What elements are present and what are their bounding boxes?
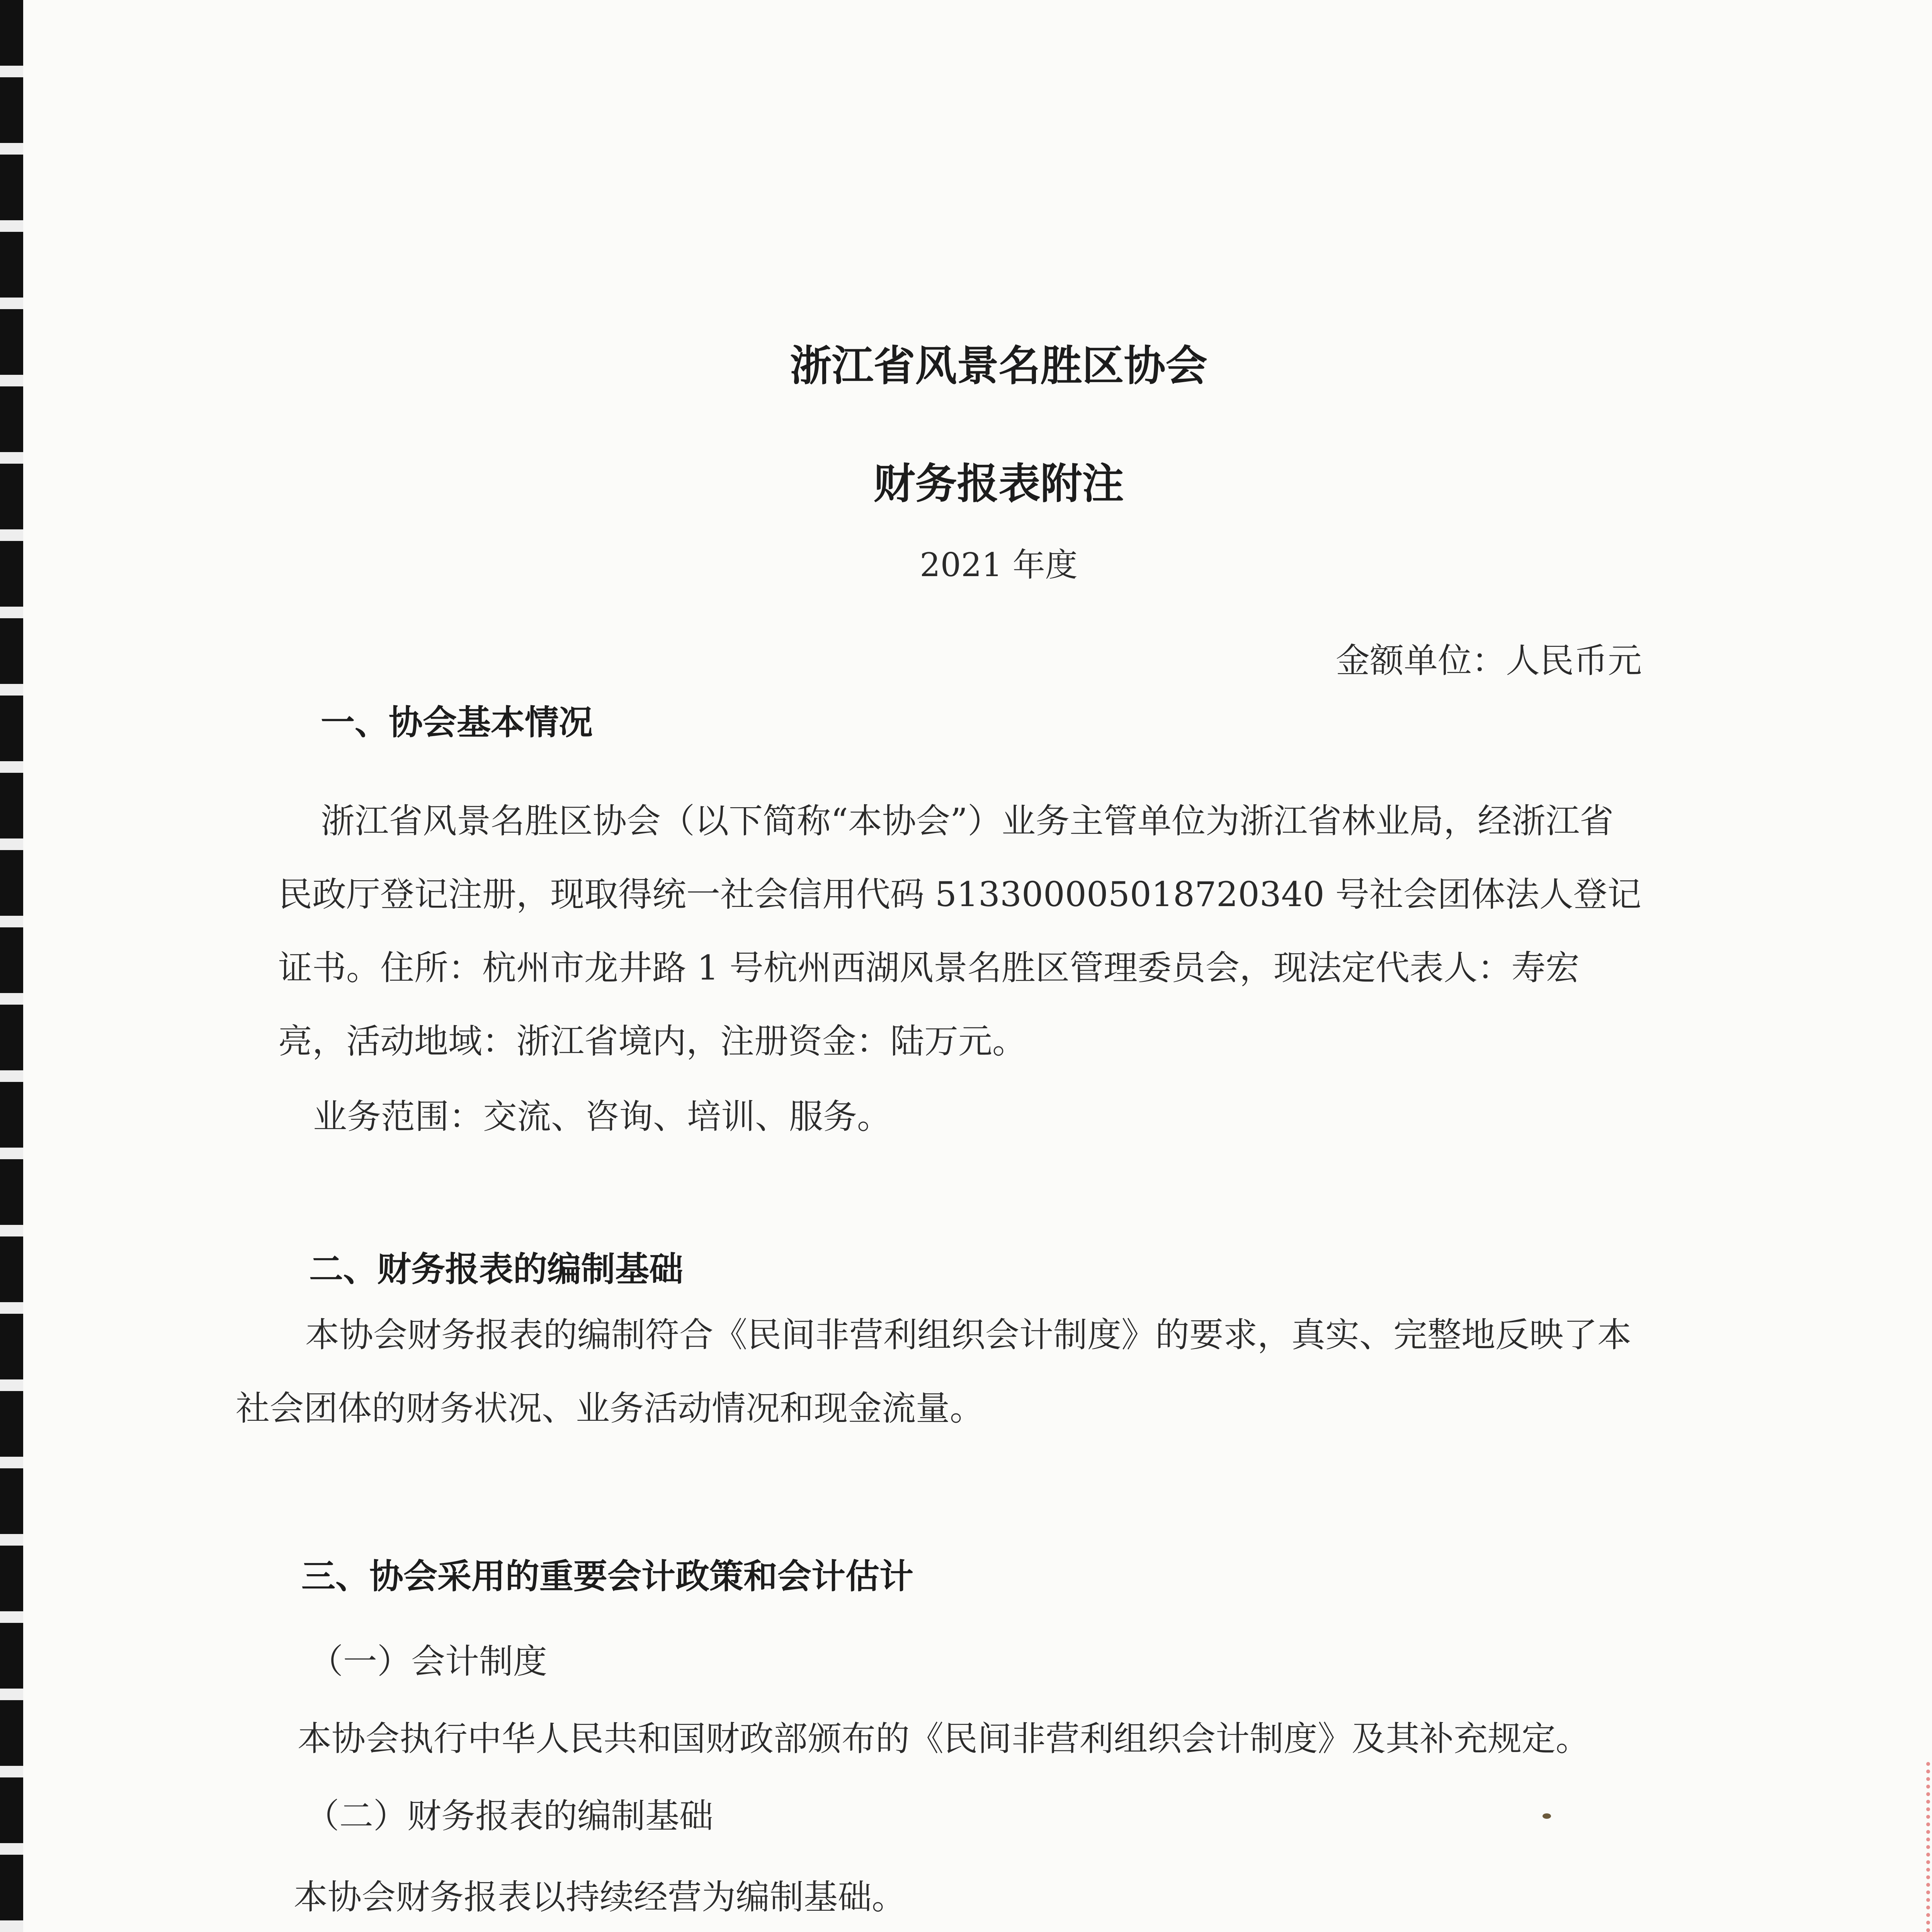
currency-unit: 金额单位：人民币元 — [1335, 641, 1642, 680]
section-2-heading: 二、财务报表的编制基础 — [309, 1249, 684, 1289]
section-3-heading: 三、协会采用的重要会计政策和会计估计 — [301, 1556, 914, 1596]
report-year: 2021 年度 — [920, 546, 1078, 584]
section-1-paragraph: 浙江省风景名胜区协会（以下简称“本协会”）业务主管单位为浙江省林业局，经浙江省民政厅登记注册，现取得统一社会信用代码 51330000501872034​0 号社会团体法人登记证书。住所：杭州市龙井路 1 号杭州西湖风景名胜区管理委员会，现法定代表人：寿宏亮，活动地域：浙江省境内，注册资金：陆万元。 — [278, 801, 1641, 1061]
scan-speck — [1543, 1813, 1551, 1819]
binding-holes — [0, 0, 23, 1932]
policy-text: 本协会财务报表以持续经营为编制基础。 — [294, 1877, 906, 1917]
section-1-heading: 一、协会基本情况 — [321, 702, 593, 742]
business-scope: 业务范围：交流、咨询、培训、服务。 — [313, 1097, 891, 1136]
policy-subheading: （二）财务报表的编制基础 — [305, 1796, 714, 1836]
stamp-fragment — [1926, 1762, 1932, 1932]
policy-text: 本协会执行中华人民共和国财政部颁布的《民间非营利组织会计制度》及其补充规定。 — [298, 1719, 1590, 1759]
policy-subheading: （一）会计制度 — [309, 1641, 548, 1681]
section-2-paragraph: 本协会财务报表的编制符合《民间非营利组织会计制度》的要求，真实、完整地反映了本社会团体的财务状况、业务活动情况和现金流量。 — [236, 1315, 1632, 1428]
document-subtitle: 财务报表附注 — [873, 460, 1124, 508]
document-title: 浙江省风景名胜区协会 — [790, 342, 1208, 390]
